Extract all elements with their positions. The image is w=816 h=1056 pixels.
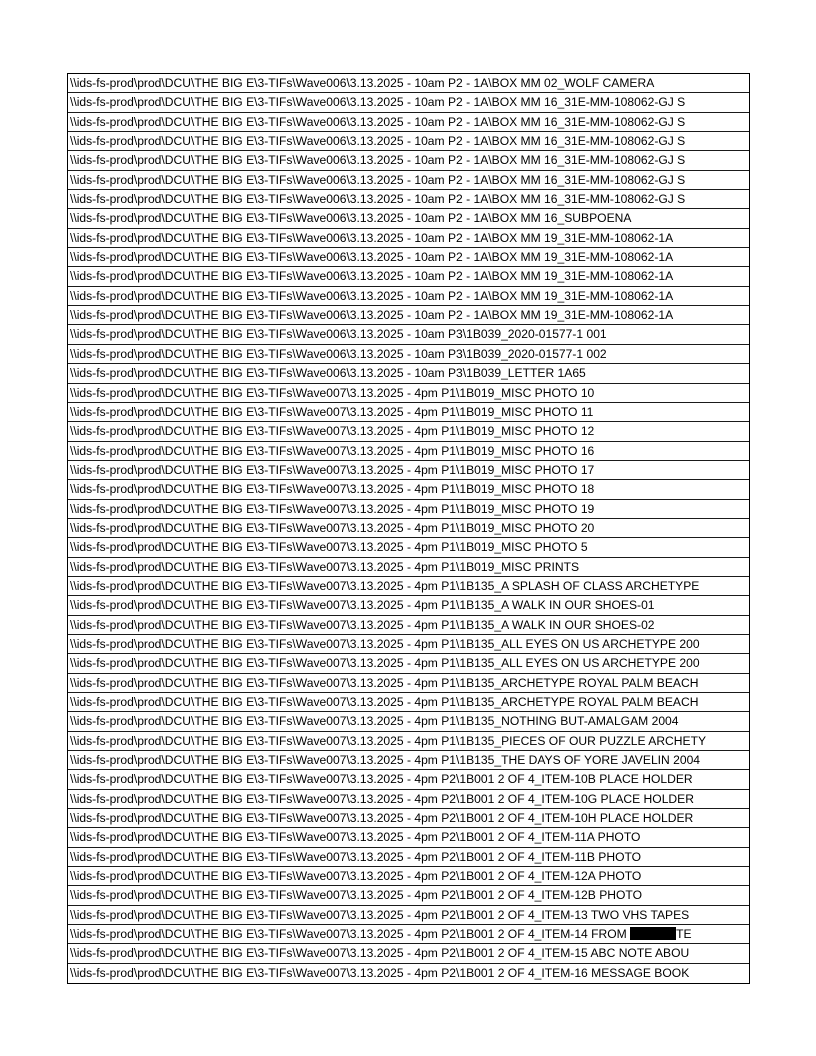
file-path-table xyxy=(67,73,750,984)
table-row xyxy=(68,132,749,151)
file-path-text: \\ids-fs-prod\prod\DCU\THE BIG E\3-TIFs\Wave007\3.13.2025 - 4pm P1\1B019_MISC PHOTO 11 xyxy=(70,404,594,419)
table-row xyxy=(68,596,749,615)
table-row xyxy=(68,113,749,132)
file-path-text: \\ids-fs-prod\prod\DCU\THE BIG E\3-TIFs\Wave006\3.13.2025 - 10am P2 - 1A\BOX MM 16_31E-MM-108062-GJ S xyxy=(70,95,686,110)
table-row xyxy=(68,751,749,770)
file-path-text: \\ids-fs-prod\prod\DCU\THE BIG E\3-TIFs\Wave007\3.13.2025 - 4pm P1\1B019_MISC PHOTO 5 xyxy=(70,540,588,555)
file-path-text: \\ids-fs-prod\prod\DCU\THE BIG E\3-TIFs\Wave007\3.13.2025 - 4pm P1\1B019_MISC PHOTO 17 xyxy=(70,462,595,477)
table-row xyxy=(68,442,749,461)
table-row xyxy=(68,616,749,635)
file-path-text: \\ids-fs-prod\prod\DCU\THE BIG E\3-TIFs\Wave007\3.13.2025 - 4pm P1\1B019_MISC PHOTO 10 xyxy=(70,385,595,400)
file-path-text: \\ids-fs-prod\prod\DCU\THE BIG E\3-TIFs\Wave006\3.13.2025 - 10am P2 - 1A\BOX MM 16_31E-MM-108062-GJ S xyxy=(70,134,686,149)
file-path-text: \\ids-fs-prod\prod\DCU\THE BIG E\3-TIFs\Wave007\3.13.2025 - 4pm P1\1B135_NOTHING BUT-AMALGAM 2004 xyxy=(70,714,679,729)
table-row xyxy=(68,480,749,499)
table-row xyxy=(68,345,749,364)
file-path-text: \\ids-fs-prod\prod\DCU\THE BIG E\3-TIFs\Wave007\3.13.2025 - 4pm P2\1B001 2 OF 4_ITEM-11B PHOTO xyxy=(70,849,642,864)
file-path-text: \\ids-fs-prod\prod\DCU\THE BIG E\3-TIFs\Wave006\3.13.2025 - 10am P2 - 1A\BOX MM 19_31E-MM-108062-1A xyxy=(70,269,674,284)
file-path-text: \\ids-fs-prod\prod\DCU\THE BIG E\3-TIFs\Wave007\3.13.2025 - 4pm P2\1B001 2 OF 4_ITEM-12B PHOTO xyxy=(70,888,642,903)
file-path-text: \\ids-fs-prod\prod\DCU\THE BIG E\3-TIFs\Wave007\3.13.2025 - 4pm P1\1B135_A SPLASH OF CLASS ARCHETYPE xyxy=(70,578,700,593)
table-row xyxy=(68,229,749,248)
table-row xyxy=(68,461,749,480)
file-path-text: \\ids-fs-prod\prod\DCU\THE BIG E\3-TIFs\Wave006\3.13.2025 - 10am P2 - 1A\BOX MM 16_31E-MM-108062-GJ S xyxy=(70,192,686,207)
table-row xyxy=(68,809,749,828)
file-path-text: \\ids-fs-prod\prod\DCU\THE BIG E\3-TIFs\Wave007\3.13.2025 - 4pm P1\1B135_ALL EYES ON US ARCHETYPE 200 xyxy=(70,636,700,651)
file-path-text: \\ids-fs-prod\prod\DCU\THE BIG E\3-TIFs\Wave006\3.13.2025 - 10am P2 - 1A\BOX MM 16_SUBPOENA xyxy=(70,211,632,226)
file-path-text: \\ids-fs-prod\prod\DCU\THE BIG E\3-TIFs\Wave007\3.13.2025 - 4pm P1\1B135_ARCHETYPE ROYAL PALM BEACH xyxy=(70,675,699,690)
file-path-text: \\ids-fs-prod\prod\DCU\THE BIG E\3-TIFs\Wave007\3.13.2025 - 4pm P2\1B001 2 OF 4_ITEM-12A PHOTO xyxy=(70,869,642,884)
file-path-text: \\ids-fs-prod\prod\DCU\THE BIG E\3-TIFs\Wave007\3.13.2025 - 4pm P1\1B135_ARCHETYPE ROYAL PALM BEACH xyxy=(70,695,699,709)
table-row xyxy=(68,712,749,731)
table-row xyxy=(68,964,749,983)
file-path-text: \\ids-fs-prod\prod\DCU\THE BIG E\3-TIFs\Wave007\3.13.2025 - 4pm P2\1B001 2 OF 4_ITEM-10H PLACE HOLDER xyxy=(70,811,694,826)
table-row xyxy=(68,635,749,654)
table-row xyxy=(68,209,749,228)
table-row xyxy=(68,93,749,112)
redaction-bar xyxy=(630,927,676,940)
table-row xyxy=(68,654,749,673)
table-row xyxy=(68,384,749,403)
file-path-text: \\ids-fs-prod\prod\DCU\THE BIG E\3-TIFs\Wave007\3.13.2025 - 4pm P2\1B001 2 OF 4_ITEM-10B PLACE HOLDER xyxy=(70,772,693,787)
file-path-text: \\ids-fs-prod\prod\DCU\THE BIG E\3-TIFs\Wave007\3.13.2025 - 4pm P2\1B001 2 OF 4_ITEM-11A PHOTO xyxy=(70,830,641,845)
table-row xyxy=(68,538,749,557)
file-path-text: \\ids-fs-prod\prod\DCU\THE BIG E\3-TIFs\Wave007\3.13.2025 - 4pm P1\1B019_MISC PHOTO 12 xyxy=(70,424,595,439)
file-path-text: \\ids-fs-prod\prod\DCU\THE BIG E\3-TIFs\Wave006\3.13.2025 - 10am P3\1B039_2020-01577-1 002 xyxy=(70,346,607,361)
file-path-text: \\ids-fs-prod\prod\DCU\THE BIG E\3-TIFs\Wave007\3.13.2025 - 4pm P1\1B019_MISC PHOTO 18 xyxy=(70,482,595,497)
file-path-text: \\ids-fs-prod\prod\DCU\THE BIG E\3-TIFs\Wave007\3.13.2025 - 4pm P1\1B019_MISC PHOTO 16 xyxy=(70,443,595,458)
table-row xyxy=(68,519,749,538)
file-path-text: \\ids-fs-prod\prod\DCU\THE BIG E\3-TIFs\Wave007\3.13.2025 - 4pm P1\1B135_THE DAYS OF YORE JAVELIN 2004 xyxy=(70,753,701,768)
file-path-text: \\ids-fs-prod\prod\DCU\THE BIG E\3-TIFs\Wave007\3.13.2025 - 4pm P1\1B135_ALL EYES ON US ARCHETYPE 200 xyxy=(70,656,700,671)
table-row xyxy=(68,693,749,712)
table-row xyxy=(68,848,749,867)
table-row xyxy=(68,500,749,519)
file-path-text: \\ids-fs-prod\prod\DCU\THE BIG E\3-TIFs\Wave007\3.13.2025 - 4pm P2\1B001 2 OF 4_ITEM-13 TWO VHS TAPES xyxy=(70,907,690,922)
file-path-text: \\ids-fs-prod\prod\DCU\THE BIG E\3-TIFs\Wave007\3.13.2025 - 4pm P1\1B135_PIECES OF OUR PUZZLE ARCHETY xyxy=(70,733,707,748)
file-path-text: \\ids-fs-prod\prod\DCU\THE BIG E\3-TIFs\Wave006\3.13.2025 - 10am P2 - 1A\BOX MM 16_31E-MM-108062-GJ S xyxy=(70,114,686,129)
file-path-text: \\ids-fs-prod\prod\DCU\THE BIG E\3-TIFs\Wave006\3.13.2025 - 10am P2 - 1A\BOX MM 19_31E-MM-108062-1A xyxy=(70,250,674,265)
file-path-text: \\ids-fs-prod\prod\DCU\THE BIG E\3-TIFs\Wave006\3.13.2025 - 10am P2 - 1A\BOX MM 16_31E-MM-108062-GJ S xyxy=(70,153,686,168)
file-path-suffix: TE xyxy=(676,927,692,942)
table-row xyxy=(68,171,749,190)
table-row xyxy=(68,422,749,441)
table-row xyxy=(68,944,749,963)
file-path-text: \\ids-fs-prod\prod\DCU\THE BIG E\3-TIFs\Wave006\3.13.2025 - 10am P3\1B039_LETTER 1A65 xyxy=(70,366,586,381)
table-row xyxy=(68,558,749,577)
file-path-text: \\ids-fs-prod\prod\DCU\THE BIG E\3-TIFs\Wave006\3.13.2025 - 10am P2 - 1A\BOX MM 16_31E-MM-108062-GJ S xyxy=(70,172,686,187)
file-path-text: \\ids-fs-prod\prod\DCU\THE BIG E\3-TIFs\Wave007\3.13.2025 - 4pm P1\1B019_MISC PHOTO 19 xyxy=(70,501,595,516)
table-row xyxy=(68,287,749,306)
file-path-text: \\ids-fs-prod\prod\DCU\THE BIG E\3-TIFs\Wave007\3.13.2025 - 4pm P1\1B135_A WALK IN OUR SHOES-02 xyxy=(70,617,655,632)
table-row xyxy=(68,267,749,286)
table-row xyxy=(68,906,749,925)
table-row xyxy=(68,74,749,93)
table-row xyxy=(68,674,749,693)
file-path-text: \\ids-fs-prod\prod\DCU\THE BIG E\3-TIFs\Wave007\3.13.2025 - 4pm P1\1B019_MISC PHOTO 20 xyxy=(70,520,595,535)
file-path-text: \\ids-fs-prod\prod\DCU\THE BIG E\3-TIFs\Wave006\3.13.2025 - 10am P2 - 1A\BOX MM 19_31E-MM-108062-1A xyxy=(70,230,674,245)
table-row xyxy=(68,828,749,847)
table-row xyxy=(68,306,749,325)
file-path-text: \\ids-fs-prod\prod\DCU\THE BIG E\3-TIFs\Wave007\3.13.2025 - 4pm P2\1B001 2 OF 4_ITEM-10G PLACE HOLDER xyxy=(70,791,694,806)
file-path-text: \\ids-fs-prod\prod\DCU\THE BIG E\3-TIFs\Wave007\3.13.2025 - 4pm P2\1B001 2 OF 4_ITEM-15 ABC NOTE ABOU xyxy=(70,946,690,961)
table-row xyxy=(68,364,749,383)
file-path-text: \\ids-fs-prod\prod\DCU\THE BIG E\3-TIFs\Wave006\3.13.2025 - 10am P2 - 1A\BOX MM 19_31E-MM-108062-1A xyxy=(70,308,674,323)
table-row xyxy=(68,867,749,886)
table-row xyxy=(68,925,749,944)
table-row xyxy=(68,248,749,267)
file-path-text: \\ids-fs-prod\prod\DCU\THE BIG E\3-TIFs\Wave006\3.13.2025 - 10am P2 - 1A\BOX MM 02_WOLF CAMERA xyxy=(70,76,655,90)
table-row xyxy=(68,151,749,170)
table-row xyxy=(68,325,749,344)
file-path-text: \\ids-fs-prod\prod\DCU\THE BIG E\3-TIFs\Wave007\3.13.2025 - 4pm P2\1B001 2 OF 4_ITEM-16 MESSAGE BOOK xyxy=(70,965,690,980)
table-row xyxy=(68,886,749,905)
file-path-text: \\ids-fs-prod\prod\DCU\THE BIG E\3-TIFs\Wave006\3.13.2025 - 10am P3\1B039_2020-01577-1 001 xyxy=(70,327,607,342)
table-row xyxy=(68,790,749,809)
file-path-text: \\ids-fs-prod\prod\DCU\THE BIG E\3-TIFs\Wave007\3.13.2025 - 4pm P1\1B135_A WALK IN OUR SHOES-01 xyxy=(70,598,655,613)
table-row xyxy=(68,577,749,596)
file-path-text: \\ids-fs-prod\prod\DCU\THE BIG E\3-TIFs\Wave007\3.13.2025 - 4pm P1\1B019_MISC PRINTS xyxy=(70,559,580,574)
table-row xyxy=(68,732,749,751)
table-row xyxy=(68,190,749,209)
table-row xyxy=(68,403,749,422)
file-path-text: \\ids-fs-prod\prod\DCU\THE BIG E\3-TIFs\Wave006\3.13.2025 - 10am P2 - 1A\BOX MM 19_31E-MM-108062-1A xyxy=(70,288,674,303)
table-row xyxy=(68,770,749,789)
file-path-text: \\ids-fs-prod\prod\DCU\THE BIG E\3-TIFs\Wave007\3.13.2025 - 4pm P2\1B001 2 OF 4_ITEM-14 FROM xyxy=(70,927,631,942)
